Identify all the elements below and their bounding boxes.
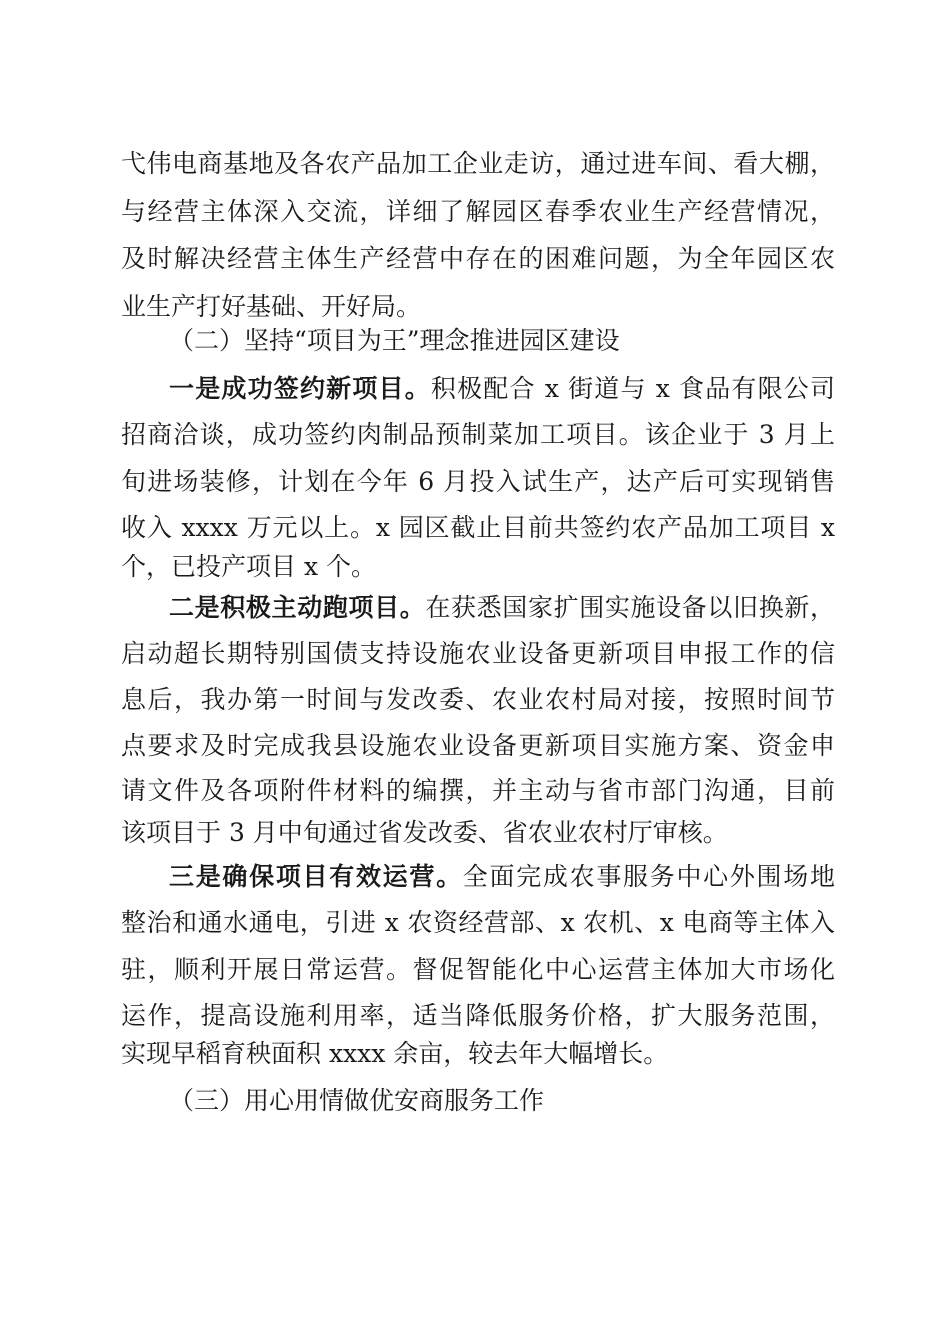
lead-phrase-operation: 三是确保项目有效运营。 [169,862,463,891]
paragraph-line: 该项目于 3 月中旬通过省发改委、省农业农村厅审核。 [121,818,728,847]
paragraph-line: 启动超长期特别国债支持设施农业设备更新项目申报工作的信 [121,639,835,668]
paragraph-line: 旬进场装修，计划在今年 6 月投入试生产，达产后可实现销售 [121,467,835,496]
paragraph-line: 收入 xxxx 万元以上。x 园区截止目前共签约农产品加工项目 x [121,513,835,542]
paragraph-line: 驻，顺利开展日常运营。督促智能化中心运营主体加大市场化 [121,955,835,984]
paragraph-first-line [169,854,835,900]
paragraph-line: 实现早稻育秧面积 xxxx 余亩，较去年大幅增长。 [121,1039,669,1068]
lead-phrase-new-project: 一是成功签约新项目。 [169,374,431,403]
paragraph-line: 弋伟电商基地及各农产品加工企业走访，通过进车间、看大棚， [121,149,835,178]
paragraph-line-continuation: 积极配合 x 街道与 x 食品有限公司 [430,374,835,403]
section-heading-three: （三）用心用情做优安商服务工作 [169,1086,545,1115]
paragraph-line: 个，已投产项目 x 个。 [121,552,376,581]
paragraph-first-line [169,585,835,631]
paragraph-line-continuation: 全面完成农事服务中心外围场地 [462,862,835,891]
paragraph-line-continuation: 在获悉国家扩围实施设备以旧换新， [425,593,835,622]
paragraph-line: 与经营主体深入交流，详细了解园区春季农业生产经营情况， [121,197,835,226]
paragraph-line: 运作，提高设施利用率，适当降低服务价格，扩大服务范围， [121,1001,835,1030]
paragraph-line: 点要求及时完成我县设施农业设备更新项目实施方案、资金申 [121,731,835,760]
paragraph-line: 请文件及各项附件材料的编撰，并主动与省市部门沟通，目前 [121,776,835,805]
paragraph-line: 业生产打好基础、开好局。 [121,292,422,321]
paragraph-line: 整治和通水通电，引进 x 农资经营部、x 农机、x 电商等主体入 [121,908,835,937]
lead-phrase-run-projects: 二是积极主动跑项目。 [169,593,426,622]
paragraph-line: 息后，我办第一时间与发改委、农业农村局对接，按照时间节 [121,685,835,714]
paragraph-line: 招商洽谈，成功签约肉制品预制菜加工项目。该企业于 3 月上 [121,420,835,449]
paragraph-line: 及时解决经营主体生产经营中存在的困难问题，为全年园区农 [121,244,835,273]
paragraph-first-line [169,366,835,412]
section-heading-two: （二）坚持“项目为王”理念推进园区建设 [169,326,620,355]
